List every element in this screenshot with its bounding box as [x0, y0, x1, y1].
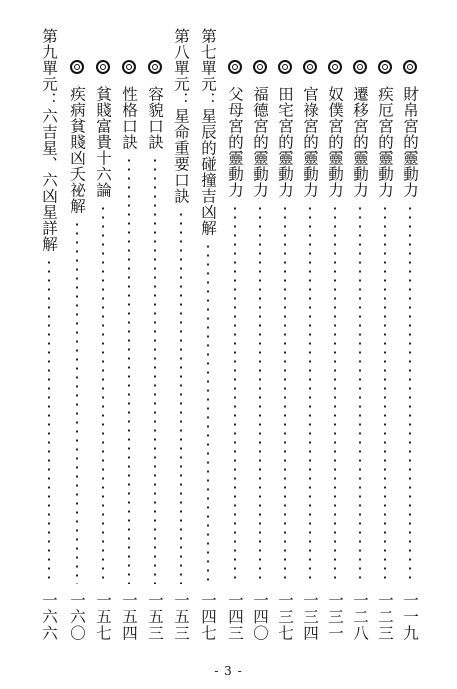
toc-entry[interactable]	[348, 56, 372, 656]
toc-entry[interactable]	[323, 56, 347, 656]
toc-chapter[interactable]	[196, 28, 220, 656]
bullseye-icon	[122, 60, 136, 74]
entry-title: 疾病貧賤凶夭祕解	[68, 86, 86, 214]
entry-page-number: 一二三	[376, 592, 394, 642]
chapter-title: 第七單元：星辰的碰撞吉凶解	[199, 28, 217, 236]
toc-entry[interactable]	[373, 56, 397, 656]
dot-leader	[334, 204, 336, 584]
toc-entry[interactable]	[273, 56, 297, 656]
bullseye-icon	[228, 60, 242, 74]
toc-chapter[interactable]	[169, 28, 193, 656]
dot-leader	[207, 242, 209, 584]
toc-entry[interactable]	[143, 56, 167, 656]
entry-title: 容貌口訣	[146, 86, 164, 150]
entry-title: 財帛宮的靈動力	[401, 86, 419, 198]
entry-title: 性格口訣	[120, 86, 138, 150]
entry-page-number: 一六〇	[68, 592, 86, 642]
dot-leader	[102, 204, 104, 584]
dot-leader	[180, 210, 182, 584]
dot-leader	[234, 204, 236, 584]
dot-leader	[284, 204, 286, 584]
chapter-title: 第九單元：六吉星、六凶星詳解	[40, 28, 58, 252]
toc-entry[interactable]	[248, 56, 272, 656]
entry-page-number: 一三四	[301, 592, 319, 642]
entry-page-number: 一二八	[351, 592, 369, 642]
dot-leader	[154, 156, 156, 584]
dot-leader	[309, 204, 311, 584]
chapter-title: 第八單元：星命重要口訣	[172, 28, 190, 204]
bullseye-icon	[253, 60, 267, 74]
entry-title: 田宅宮的靈動力	[276, 86, 294, 198]
entry-title: 疾厄宮的靈動力	[376, 86, 394, 198]
bullseye-icon	[328, 60, 342, 74]
page-folio: - 3 -	[214, 664, 243, 678]
entry-page-number: 一四三	[226, 592, 244, 642]
entry-page-number: 一五三	[146, 592, 164, 642]
toc-entry[interactable]	[91, 56, 115, 656]
entry-title: 父母宮的靈動力	[226, 86, 244, 198]
dot-leader	[48, 258, 50, 584]
toc-entry[interactable]	[298, 56, 322, 656]
dot-leader	[128, 156, 130, 584]
toc-entry[interactable]	[117, 56, 141, 656]
dot-leader	[409, 204, 411, 584]
entry-page-number: 一四七	[199, 592, 217, 642]
bullseye-icon	[278, 60, 292, 74]
bullseye-icon	[353, 60, 367, 74]
entry-title: 貧賤富貴十六論	[94, 86, 112, 198]
toc-entry[interactable]	[398, 56, 422, 656]
dot-leader	[359, 204, 361, 584]
entry-page-number: 一五三	[172, 592, 190, 642]
toc-entry[interactable]	[223, 56, 247, 656]
toc-chapter[interactable]	[37, 28, 61, 656]
entry-page-number: 一五七	[94, 592, 112, 642]
entry-title: 奴僕宮的靈動力	[326, 86, 344, 198]
entry-title: 遷移宮的靈動力	[351, 86, 369, 198]
bullseye-icon	[303, 60, 317, 74]
entry-page-number: 一四〇	[251, 592, 269, 642]
toc-entry[interactable]	[65, 56, 89, 656]
entry-title: 福德宮的靈動力	[251, 86, 269, 198]
bullseye-icon	[148, 60, 162, 74]
dot-leader	[259, 204, 261, 584]
entry-page-number: 一六六	[40, 592, 58, 642]
dot-leader	[76, 220, 78, 584]
bullseye-icon	[378, 60, 392, 74]
entry-page-number: 一三一	[326, 592, 344, 642]
entry-page-number: 一五四	[120, 592, 138, 642]
entry-page-number: 一一九	[401, 592, 419, 642]
bullseye-icon	[403, 60, 417, 74]
bullseye-icon	[96, 60, 110, 74]
bullseye-icon	[70, 60, 84, 74]
entry-page-number: 一三七	[276, 592, 294, 642]
entry-title: 官祿宮的靈動力	[301, 86, 319, 198]
dot-leader	[384, 204, 386, 584]
